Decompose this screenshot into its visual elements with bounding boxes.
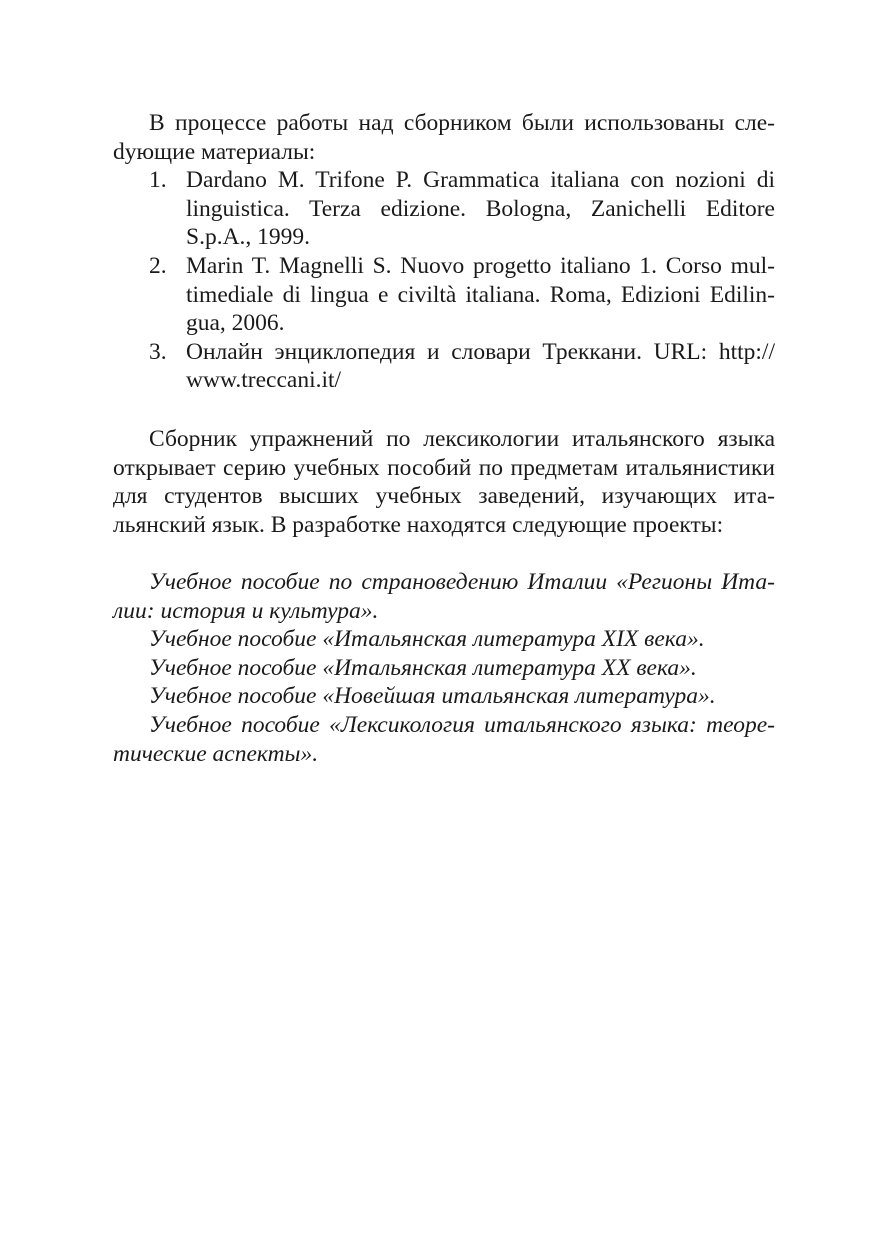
reference-list	[113, 166, 775, 395]
reference-number: 3.	[149, 338, 167, 365]
project-item: Учебное пособие по страноведению Италии «Регионы Италии: история и культура».	[113, 569, 775, 624]
references-section	[113, 109, 775, 395]
project-item: Учебное пособие «Новейшая итальянская литература».	[149, 683, 716, 710]
projects-section	[113, 568, 775, 768]
reference-number: 1.	[149, 167, 167, 194]
reference-item	[113, 166, 775, 252]
project-item: Учебное пособие «Итальянская литература XIX века».	[149, 626, 705, 653]
reference-item	[113, 338, 775, 395]
reference-text: Marin T. Magnelli S. Nuovo progetto italiano 1. Corso multimediale di lingua e civiltà italiana. Roma, Edizioni Edilingua, 2006.	[186, 252, 775, 337]
series-paragraph: Сборник упражнений по лексикологии итальянского языка открывает серию учебных пособий по предметам итальянистики для студентов высших учебных заведений, изучающих итальянский язык. В разработке находятся следующие проекты:	[113, 426, 775, 538]
series-section	[113, 425, 775, 539]
reference-text: Онлайн энциклопедия и словари Треккани. URL: http://​www.treccani.it/	[186, 338, 775, 394]
reference-text: Dardano M. Trifone P. Grammatica italiana con nozioni di linguistica. Terza edizione. Bologna, Zanichelli Editore S.p.A., 1999.	[186, 167, 775, 251]
intro-paragraph: В процессе работы над сборником были использованы слеdующие материалы:	[113, 110, 775, 165]
project-item: Учебное пособие «Лексикология итальянского языка: теоретические аспекты».	[113, 711, 775, 767]
reference-item	[113, 252, 775, 338]
reference-number: 2.	[149, 252, 167, 279]
project-item: Учебное пособие «Итальянская литература XX века».	[149, 654, 697, 681]
